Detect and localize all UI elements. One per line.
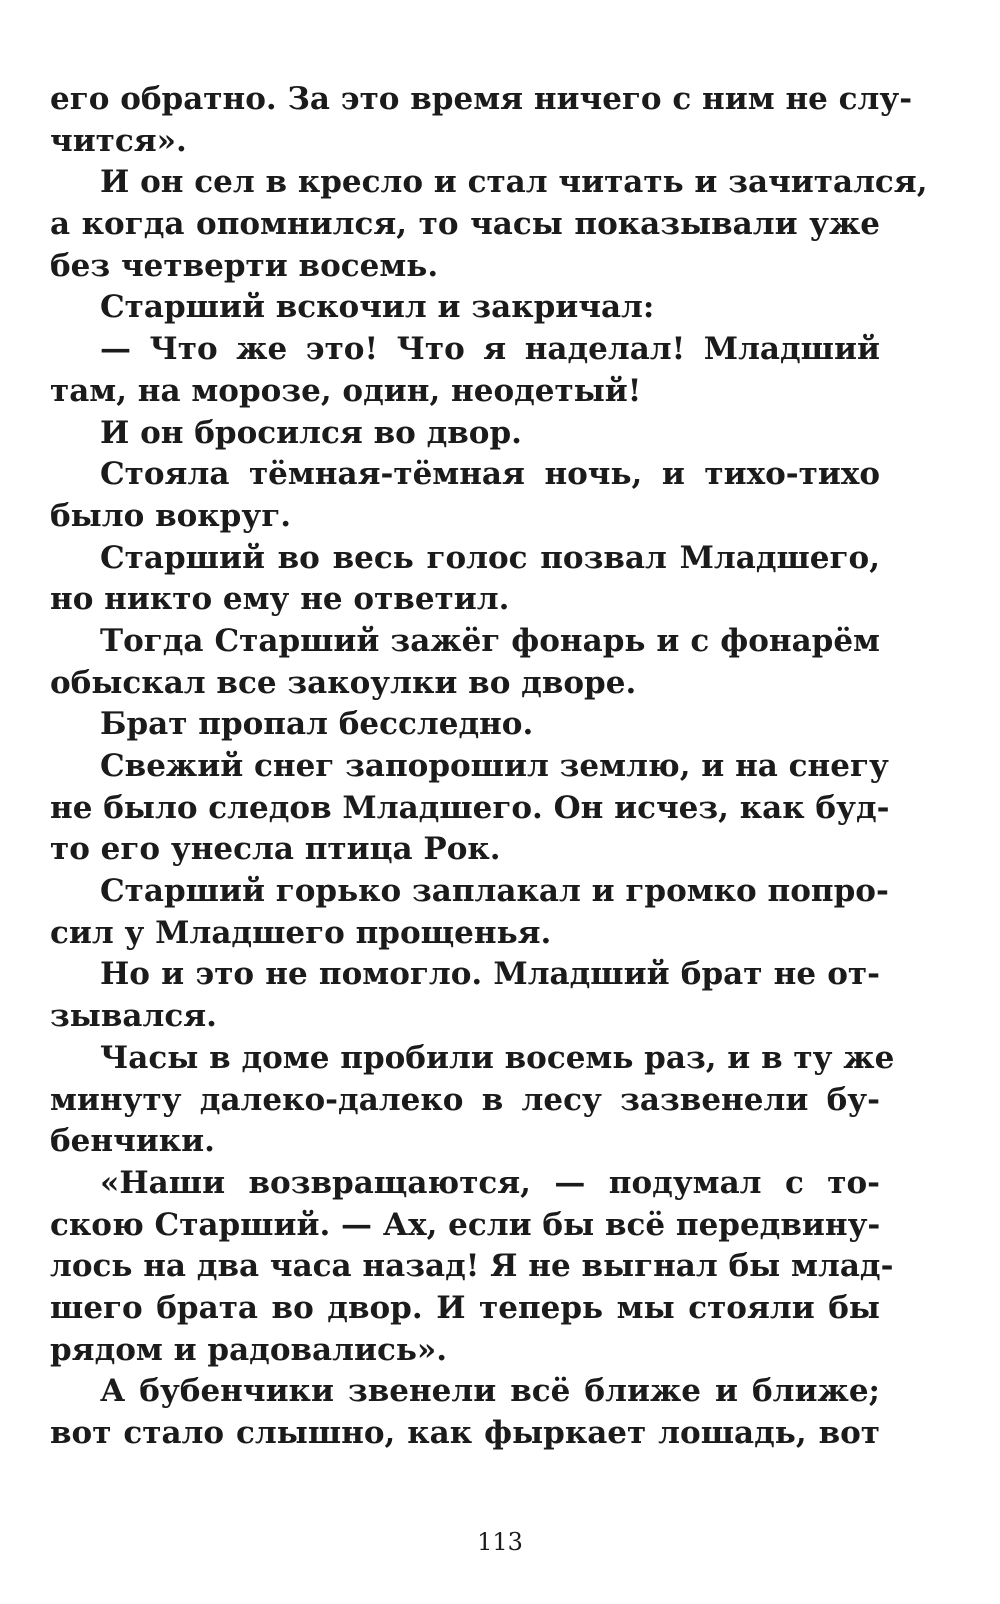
text-line: чится». — [50, 122, 187, 159]
text-line: было вокруг. — [50, 497, 291, 534]
text-line: Часы в доме пробили восемь раз, и в ту же — [100, 1039, 895, 1076]
text-line: там, на морозе, один, неодетый! — [50, 372, 642, 409]
text-line: минуту далеко-далеко в лесу зазвенели бу- — [50, 1081, 880, 1118]
text-line: Брат пропал бесследно. — [100, 706, 534, 743]
text-line: его обратно. За это время ничего с ним не слу- — [50, 81, 913, 117]
text-line: без четверти восемь. — [50, 247, 439, 284]
text-line: лось на два часа назад! Я не выгнал бы млад- — [50, 1248, 894, 1285]
page-number: 113 — [477, 1528, 523, 1556]
text-line: зывался. — [50, 998, 217, 1035]
text-line: шего брата во двор. И теперь мы стояли бы — [50, 1289, 880, 1326]
text-line: Старший горько заплакал и громко попро- — [100, 873, 889, 910]
text-line: но никто ему не ответил. — [50, 581, 510, 618]
text-line: Старший вскочил и закричал: — [100, 289, 655, 326]
text-line: обыскал все закоулки во дворе. — [50, 664, 637, 701]
text-line: — Что же это! Что я наделал! Младший — [100, 331, 880, 368]
text-line: И он бросился во двор. — [100, 414, 522, 451]
text-line: а когда опомнился, то часы показывали уже — [50, 206, 880, 243]
text-line: Но и это не помогло. Младший брат не от- — [100, 956, 880, 993]
text-line: «Наши возвращаются, — подумал с то- — [100, 1164, 880, 1201]
text-line: А бубенчики звенели всё ближе и ближе; — [100, 1373, 880, 1410]
text-line: Старший во весь голос позвал Младшего, — [100, 539, 880, 576]
text-line: бенчики. — [50, 1123, 215, 1160]
text-line: Стояла тёмная-тёмная ночь, и тихо-тихо — [100, 456, 880, 493]
text-line: сил у Младшего прощенья. — [50, 914, 552, 951]
text-line: И он сел в кресло и стал читать и зачитался, — [100, 164, 928, 201]
text-line: Тогда Старший зажёг фонарь и с фонарём — [100, 622, 880, 659]
text-line: Свежий снег запорошил землю, и на снегу — [100, 748, 889, 784]
body-text — [50, 79, 928, 1455]
text-line: вот стало слышно, как фыркает лошадь, вот — [50, 1415, 880, 1451]
text-line: не было следов Младшего. Он исчез, как буд- — [50, 789, 890, 826]
text-line: рядом и радовались». — [50, 1331, 448, 1368]
text-line: то его унесла птица Рок. — [50, 831, 501, 868]
text-line: скою Старший. — Ах, если бы всё передвину- — [50, 1206, 881, 1243]
